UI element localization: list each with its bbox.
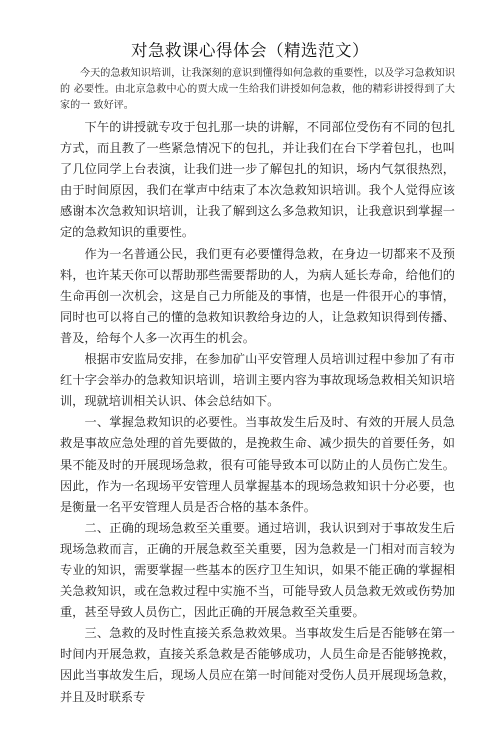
body-paragraph-4: 一、掌握急救知识的必要性。当事故发生后及时、有效的开展人员急救是事故应急处理的首先要做的，是挽救生命、减少损失的首要任务，如果不能及时的开展现场急救，很有可能导致本可以防止的人员伤亡发生。因此，作为一名现场平安管理人员掌握基本的现场急救知识十分必要，也是衡量一名平安管理人员是否合格的基本条件。 (60, 415, 455, 514)
intro-paragraph: 今天的急救知识培训，让我深刻的意识到懂得如何急救的重要性，以及学习急救知识的 必要性。由北京急救中心的贾大成一生给我们讲授如何急救，他的精彩讲授得到了大家的一 致好评。 (60, 68, 455, 111)
body-paragraph-3: 根据市安监局安排，在参加矿山平安管理人员培训过程中参加了有市红十字会举办的急救知识培训，培训主要内容为事故现场急救相关知识培训，现就培训相关认识、体会总结如下。 (60, 352, 455, 409)
body-paragraph-6: 三、急救的及时性直接关系急救效果。当事故发生后是否能够在第一时间内开展急救，直接关系急救是否能够成功，人员生命是否能够挽救，因此当事故发生后，现场人员应在第一时间能对受伤人员开展现场急救，并且及时联系专 (60, 626, 455, 704)
document-body (60, 117, 455, 708)
body-paragraph-1: 下午的讲授就专攻于包扎那一块的讲解，不同部位受伤有不同的包扎方式，而且教了一些紧急情况下的包扎，并让我们在台下学着包扎，也叫了几位同学上台表演，让我们进一步了解包扎的知识，场内气氛很热烈，由于时间原因，我们在掌声中结束了本次急救知识培训。我个人觉得应该感谢本次急救知识培训，让我了解到这么多急救知识，让我意识到掌握一定的急救知识的重要性。 (60, 120, 455, 240)
body-paragraph-5: 二、正确的现场急救至关重要。通过培训，我认识到对于事故发生后现场急救而言，正确的开展急救至关重要，因为急救是一门相对而言较为专业的知识，需要掌握一些基本的医疗卫生知识，如果不能正确的掌握相关急救知识，或在急救过程中实施不当，可能导致人员急救无效或伤势加重，甚至导致人员伤亡，因此正确的开展急救至关重要。 (60, 520, 455, 620)
body-paragraph-2: 作为一名普通公民，我们更有必要懂得急救，在身边一切都来不及预料，也许某天你可以帮助那些需要帮助的人，为病人延长寿命，给他们的生命再创一次机会，这是自己力所能及的事情，也是一件很开心的事情，同时也可以将自己的懂的急救知识教给身边的人，让急救知识得到传播、普及，给每个人多一次再生的机会。 (60, 246, 455, 345)
document-title: 对急救课心得体会（精选范文） (131, 41, 369, 60)
